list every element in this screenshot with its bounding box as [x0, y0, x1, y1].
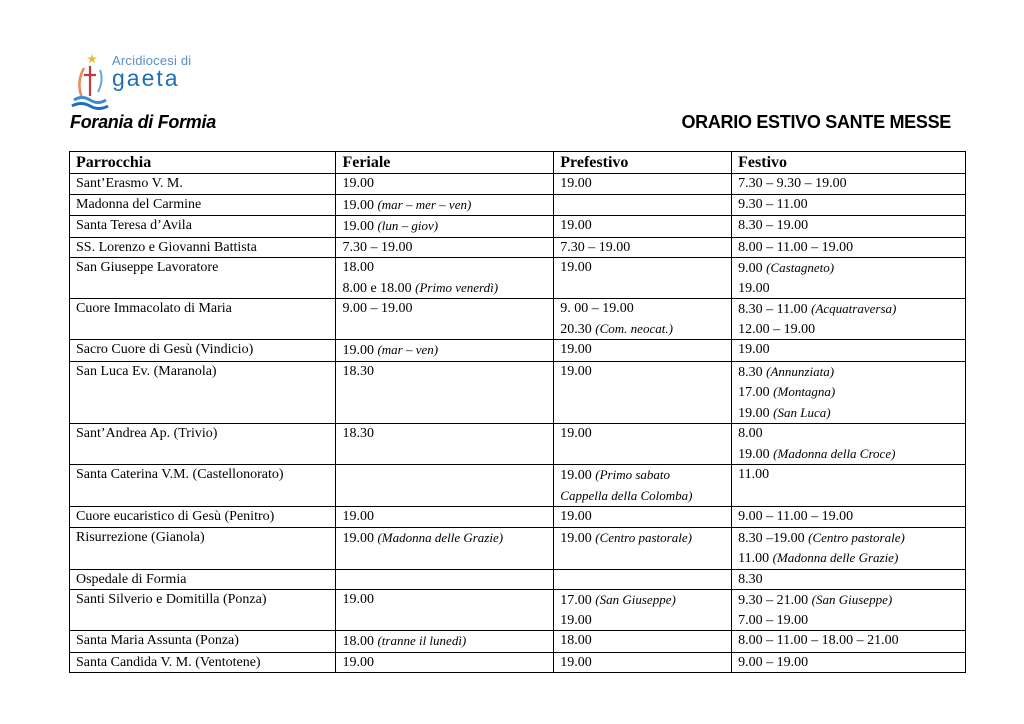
prefestivo-cell: [554, 465, 732, 507]
feriale-cell: [336, 194, 554, 216]
festivo-cell: [732, 299, 966, 340]
location-note: (Centro pastorale): [595, 529, 692, 545]
time-text: 18.30: [342, 363, 374, 379]
time-line: [560, 216, 725, 236]
time-text: 9.30 – 21.00: [738, 593, 812, 608]
time-text: 19.00: [560, 654, 592, 670]
parish-name-cell: Santa Maria Assunta (Ponza): [70, 631, 336, 653]
time-line: [738, 611, 959, 631]
time-line: [560, 486, 725, 507]
column-header-prefestivo: Prefestivo: [554, 152, 732, 174]
logo-subtitle: Arcidiocesi di: [112, 53, 192, 68]
prefestivo-cell: [554, 258, 732, 299]
time-text: 19.00: [738, 342, 770, 357]
location-note: (Castagneto): [766, 260, 835, 275]
festivo-cell: [732, 258, 966, 299]
time-line: [738, 570, 959, 590]
time-line: [738, 424, 959, 444]
time-line: [342, 653, 547, 673]
time-text: 19.00: [738, 405, 774, 421]
time-line: [738, 340, 959, 360]
feriale-cell: [336, 258, 554, 299]
prefestivo-cell: [554, 361, 732, 424]
feriale-cell: [336, 507, 554, 528]
location-note: (Annunziata): [766, 363, 835, 379]
time-line: [560, 631, 725, 651]
festivo-cell: [732, 194, 966, 216]
time-line: [342, 195, 547, 216]
feriale-cell: [336, 569, 554, 590]
time-line: [560, 340, 725, 360]
festivo-cell: [732, 527, 966, 569]
time-text: 19.00: [560, 342, 592, 357]
column-header-feriale: Feriale: [336, 152, 554, 174]
table-row: [70, 631, 966, 653]
location-note: (Primo venerdì): [415, 279, 499, 295]
time-line: [560, 590, 725, 611]
location-note: (Montagna): [773, 384, 836, 399]
time-text: 7.30 – 9.30 – 19.00: [738, 176, 847, 191]
prefestivo-cell: [554, 174, 732, 195]
time-text: 11.00: [738, 551, 773, 566]
time-text: 19.00: [560, 468, 596, 483]
time-line: [560, 299, 725, 319]
feriale-cell: [336, 340, 554, 362]
time-text: 19.00: [342, 592, 374, 607]
prefestivo-cell: [554, 216, 732, 238]
time-line: [738, 299, 959, 320]
parish-name-cell: Sant’Erasmo V. M.: [70, 174, 336, 195]
time-text: 19.00: [342, 343, 378, 358]
parish-name-cell: Cuore eucaristico di Gesù (Penitro): [70, 507, 336, 528]
time-line: [738, 403, 959, 424]
location-note: (lun – giov): [377, 218, 439, 233]
time-line: [738, 195, 959, 215]
time-text: 12.00 – 19.00: [738, 321, 816, 337]
time-line: [342, 507, 547, 527]
location-note: (Acquatraversa): [811, 301, 897, 316]
prefestivo-cell: [554, 237, 732, 258]
time-text: 8.30 – 19.00: [738, 218, 809, 233]
time-line: [342, 528, 547, 549]
time-text: 9.30 – 11.00: [738, 196, 808, 212]
prefestivo-cell: [554, 424, 732, 465]
time-text: 8.00 – 11.00 – 19.00: [738, 239, 854, 255]
time-line: [560, 174, 725, 194]
table-row: [70, 569, 966, 590]
time-line: [738, 444, 959, 465]
time-text: 9.00: [738, 261, 767, 276]
time-text: 7.30 – 19.00: [560, 239, 631, 255]
parish-name-cell: Cuore Immacolato di Maria: [70, 299, 336, 340]
festivo-cell: [732, 237, 966, 258]
festivo-cell: [732, 424, 966, 465]
feriale-cell: [336, 299, 554, 340]
time-text: 19.00: [560, 612, 592, 628]
time-line: [342, 590, 547, 610]
table-row: [70, 507, 966, 528]
time-text: 17.00: [738, 385, 774, 400]
time-text: 11.00: [738, 467, 770, 482]
location-note: (tranne il lunedì): [377, 633, 467, 648]
diocese-logo: [70, 48, 210, 110]
festivo-cell: [732, 174, 966, 195]
time-line: [738, 174, 959, 194]
time-text: 19.00: [738, 280, 770, 296]
parish-name-cell: Santa Teresa d’Avila: [70, 216, 336, 238]
time-line: [738, 548, 959, 569]
location-note: Cappella della Colomba): [560, 487, 693, 503]
table-row: [70, 361, 966, 424]
time-line: [342, 238, 547, 258]
location-note: (San Giuseppe): [595, 592, 676, 607]
table-row: [70, 340, 966, 362]
time-text: 19.00: [342, 197, 378, 213]
time-text: 19.00: [738, 446, 774, 462]
time-line: [560, 258, 725, 278]
festivo-cell: [732, 631, 966, 653]
feriale-cell: [336, 237, 554, 258]
table-row: [70, 465, 966, 507]
time-line: [560, 362, 725, 382]
time-text: 19.00: [560, 509, 592, 524]
parish-name-cell: Sant’Andrea Ap. (Trivio): [70, 424, 336, 465]
time-line: [560, 611, 725, 631]
parish-name-cell: Madonna del Carmine: [70, 194, 336, 216]
time-line: [560, 424, 725, 444]
time-text: 9.00 – 19.00: [342, 301, 413, 316]
time-text: 19.00: [342, 530, 378, 546]
parish-name-cell: Ospedale di Formia: [70, 569, 336, 590]
time-text: 7.00 – 19.00: [738, 612, 809, 628]
location-note: (Madonna delle Grazie): [772, 550, 899, 565]
time-line: [342, 424, 547, 444]
time-line: [560, 465, 725, 486]
time-text: 19.00: [342, 654, 374, 670]
mass-schedule-table: [69, 151, 966, 673]
time-text: 18.30: [342, 426, 374, 441]
prefestivo-cell: [554, 194, 732, 216]
time-line: [738, 465, 959, 485]
time-line: [738, 258, 959, 279]
time-text: 19.00: [560, 530, 596, 546]
time-line: [738, 279, 959, 299]
time-text: 9. 00 – 19.00: [560, 301, 634, 316]
parish-name-cell: San Giuseppe Lavoratore: [70, 258, 336, 299]
prefestivo-cell: [554, 507, 732, 528]
feriale-cell: [336, 631, 554, 653]
time-text: 9.00 – 11.00 – 19.00: [738, 509, 854, 524]
time-text: 8.00 e 18.00: [342, 280, 416, 296]
time-text: 8.30 –19.00: [738, 530, 809, 546]
time-text: 8.00: [738, 426, 763, 441]
prefestivo-cell: [554, 590, 732, 631]
time-text: 18.00: [560, 633, 592, 648]
time-text: 19.00: [342, 219, 378, 234]
feriale-cell: [336, 465, 554, 507]
time-line: [342, 631, 547, 652]
time-text: 8.30: [738, 364, 767, 380]
cross-wave-icon: [70, 48, 110, 110]
time-text: 17.00: [560, 593, 596, 608]
parish-name-cell: Santa Caterina V.M. (Castellonorato): [70, 465, 336, 507]
time-line: [342, 299, 547, 319]
time-line: [738, 382, 959, 403]
time-text: 19.00: [560, 176, 592, 191]
time-line: [342, 174, 547, 194]
time-line: [342, 340, 547, 361]
feriale-cell: [336, 216, 554, 238]
location-note: (Madonna della Croce): [773, 445, 896, 461]
prefestivo-cell: [554, 299, 732, 340]
table-body: [70, 174, 966, 673]
festivo-cell: [732, 652, 966, 673]
forania-title: Forania di Formia: [70, 112, 216, 132]
time-text: 9.00 – 19.00: [738, 654, 809, 670]
feriale-cell: [336, 174, 554, 195]
location-note: (mar – mer – ven): [377, 196, 472, 212]
time-line: [342, 278, 547, 299]
feriale-cell: [336, 361, 554, 424]
feriale-cell: [336, 652, 554, 673]
time-line: [738, 216, 959, 236]
table-row: [70, 174, 966, 195]
table-row: [70, 424, 966, 465]
table-row: [70, 527, 966, 569]
time-line: [738, 528, 959, 549]
parish-name-cell: SS. Lorenzo e Giovanni Battista: [70, 237, 336, 258]
time-line: [738, 653, 959, 673]
time-line: [342, 216, 547, 237]
time-text: 19.00: [342, 176, 374, 191]
feriale-cell: [336, 527, 554, 569]
time-text: 20.30: [560, 321, 596, 337]
location-note: (San Giuseppe): [811, 592, 893, 607]
time-text: 18.00: [342, 634, 378, 649]
table-row: [70, 194, 966, 216]
location-note: (mar – ven): [377, 342, 439, 357]
logo-title: gaeta: [112, 65, 180, 91]
time-text: 18.00: [342, 260, 374, 275]
time-text: 19.00: [342, 509, 374, 524]
parish-name-cell: Risurrezione (Gianola): [70, 527, 336, 569]
time-text: 8.00 – 11.00 – 18.00 – 21.00: [738, 633, 899, 648]
festivo-cell: [732, 569, 966, 590]
festivo-cell: [732, 361, 966, 424]
parish-name-cell: San Luca Ev. (Maranola): [70, 361, 336, 424]
column-header-festivo: Festivo: [732, 152, 966, 174]
location-note: (Com. neocat.): [595, 320, 673, 336]
prefestivo-cell: [554, 631, 732, 653]
table-row: [70, 652, 966, 673]
table-row: [70, 299, 966, 340]
festivo-cell: [732, 507, 966, 528]
time-line: [738, 362, 959, 383]
time-line: [738, 507, 959, 527]
table-row: [70, 216, 966, 238]
festivo-cell: [732, 465, 966, 507]
festivo-cell: [732, 340, 966, 362]
feriale-cell: [336, 424, 554, 465]
time-line: [738, 590, 959, 611]
location-note: (Madonna delle Grazie): [377, 529, 504, 545]
festivo-cell: [732, 590, 966, 631]
time-text: 19.00: [560, 426, 592, 441]
time-line: [342, 362, 547, 382]
time-text: 8.30 – 11.00: [738, 302, 812, 317]
location-note: (San Luca): [773, 404, 831, 420]
table-row: [70, 590, 966, 631]
table-row: [70, 258, 966, 299]
prefestivo-cell: [554, 527, 732, 569]
schedule-title: ORARIO ESTIVO SANTE MESSE: [681, 112, 951, 132]
time-text: 7.30 – 19.00: [342, 239, 413, 255]
parish-name-cell: Santi Silverio e Domitilla (Ponza): [70, 590, 336, 631]
time-line: [738, 320, 959, 340]
time-line: [560, 653, 725, 673]
location-note: (Centro pastorale): [808, 529, 905, 545]
feriale-cell: [336, 590, 554, 631]
time-line: [560, 319, 725, 340]
parish-name-cell: Sacro Cuore di Gesù (Vindicio): [70, 340, 336, 362]
festivo-cell: [732, 216, 966, 238]
time-line: [560, 507, 725, 527]
time-text: 19.00: [560, 218, 592, 233]
time-text: 19.00: [560, 363, 592, 379]
column-header-parrocchia: Parrocchia: [70, 152, 336, 174]
prefestivo-cell: [554, 340, 732, 362]
prefestivo-cell: [554, 569, 732, 590]
time-line: [738, 631, 959, 651]
time-line: [560, 528, 725, 549]
prefestivo-cell: [554, 652, 732, 673]
table-header-row: [70, 152, 966, 174]
time-text: 19.00: [560, 260, 592, 275]
table-row: [70, 237, 966, 258]
location-note: (Primo sabato: [595, 467, 671, 482]
time-text: 8.30: [738, 571, 763, 587]
time-line: [342, 258, 547, 278]
time-line: [560, 238, 725, 258]
time-line: [738, 238, 959, 258]
parish-name-cell: Santa Candida V. M. (Ventotene): [70, 652, 336, 673]
